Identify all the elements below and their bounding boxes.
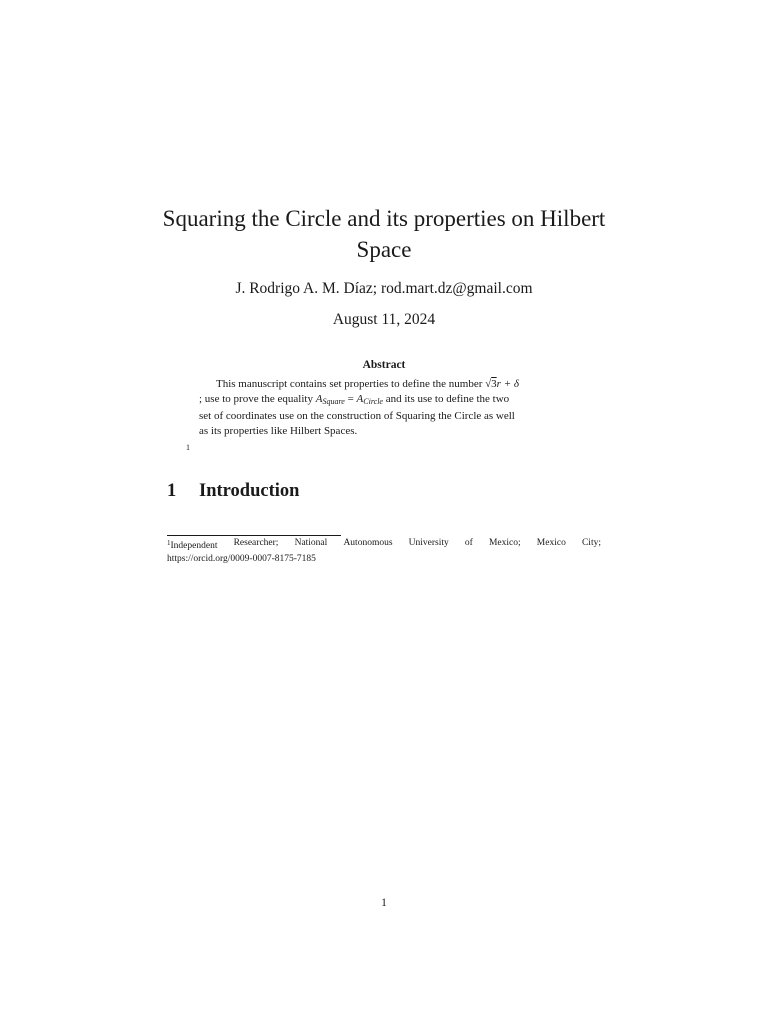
abstract-line-4: as its properties like Hilbert Spaces. (199, 424, 358, 437)
sqrt-radicand: 3 (491, 378, 497, 390)
abstract-line-1-text: This manuscript contains set properties to define the number (216, 378, 483, 390)
section-title: Introduction (199, 481, 300, 501)
title-line-1: Squaring the Circle and its properties on Hilbert (162, 206, 606, 231)
footnote-mark: 1 (167, 539, 171, 547)
abstract-line-3: set of coordinates use on the construction of Squaring the Circle as well (199, 410, 515, 422)
paper-title (160, 203, 608, 265)
footnote-word-4: University (408, 538, 449, 548)
sqrt-symbol: √ (485, 378, 492, 390)
footnote-rule (167, 535, 341, 536)
math-sub-circle: Circle (363, 396, 383, 406)
footnote-word-2: National (294, 538, 328, 548)
sqrt-expression (485, 378, 519, 390)
footnote-word-5: of (464, 538, 473, 548)
math-r-plus-delta: r + δ (496, 378, 519, 390)
math-a-symbol-2: A (356, 392, 364, 405)
math-equals: = (344, 392, 357, 405)
math-sub-square: Square (322, 396, 345, 406)
footnote-word-6: Mexico; (488, 538, 521, 548)
footnote-line-1 (167, 537, 601, 553)
abstract-line-2-post: and its use to define the two (385, 392, 510, 405)
footnote-orcid-link[interactable]: https://orcid.org/0009-0007-8175-7185 (167, 554, 316, 564)
footnote (167, 537, 601, 566)
math-a-circle (357, 393, 383, 405)
abstract-body (199, 377, 569, 438)
math-a-symbol: A (315, 392, 323, 405)
footnote-word-0 (167, 537, 217, 553)
date-line: August 11, 2024 (332, 311, 436, 328)
footnote-word-3: Autonomous (343, 538, 393, 548)
abstract-line-2 (199, 392, 569, 410)
title-line-2: Space (356, 237, 412, 262)
footnote-word-8: City; (581, 538, 601, 548)
footnote-word-1: Researcher; (233, 538, 279, 548)
abstract-line-2-pre: ; use to prove the equality (199, 392, 313, 405)
page-number: 1 (381, 897, 387, 909)
abstract-heading: Abstract (362, 359, 406, 371)
section-number: 1 (167, 481, 177, 501)
footnote-word-7: Mexico (536, 538, 566, 548)
author-line: J. Rodrigo A. M. Díaz; rod.mart.dz@gmail.com (235, 280, 533, 297)
math-a-square (316, 393, 345, 405)
abstract-footnote-mark: 1 (186, 443, 190, 452)
footnote-word-text-0: Independent (170, 541, 218, 551)
section-heading (167, 481, 299, 502)
abstract-line-1 (199, 377, 569, 392)
